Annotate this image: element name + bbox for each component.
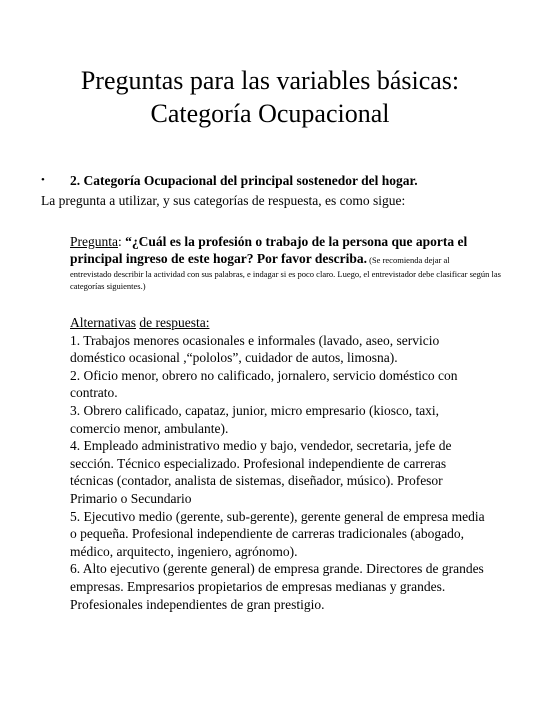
question-block bbox=[70, 233, 510, 292]
alternatives-label-part2: de respuesta: bbox=[139, 315, 210, 330]
section-heading-text: 2. Categoría Ocupacional del principal sostenedor del hogar. bbox=[70, 173, 418, 188]
title-line-1: Preguntas para las variables básicas: bbox=[80, 66, 460, 95]
question-text: “¿Cuál es la profesión o trabajo de la persona que aporta el principal ingreso de este hogar? Por favor describa. bbox=[70, 234, 468, 266]
intro-paragraph: La pregunta a utilizar, y sus categorías de respuesta, es como sigue: bbox=[41, 193, 406, 208]
alternative-item-3: 3. Obrero calificado, capataz, junior, micro empresario (kiosco, taxi, comercio menor, ambulante). bbox=[70, 402, 440, 436]
alternative-item-6: 6. Alto ejecutivo (gerente general) de empresa grande. Directores de grandes empresas. Empresarios propietarios de empresas medianas y grandes. Profesionales independientes de gran prestigio. bbox=[70, 561, 484, 612]
alternative-item-4: 4. Empleado administrativo medio y bajo, vendedor, secretaria, jefe de sección. Técnico especializado. Profesional independiente de carreras técnicas (contador, analista de sistemas, diseñador, músico). Profesor Primario o Secundario bbox=[70, 438, 452, 506]
alternatives-block bbox=[70, 314, 490, 613]
alternatives-heading bbox=[70, 314, 490, 332]
page-title bbox=[20, 64, 520, 130]
alternatives-label-part1: Alternativas bbox=[70, 315, 136, 330]
question-label: Pregunta bbox=[70, 234, 118, 249]
alternative-item-5: 5. Ejecutivo medio (gerente, sub-gerente), gerente general de empresa media o pequeña. Profesional independiente de carreras tradicionales (abogado, médico, arquitecto, ingeniero, agrónomo). bbox=[70, 508, 485, 559]
alternative-item-1: 1. Trabajos menores ocasionales e informales (lavado, aseo, servicio doméstico ocasional ,“pololos”, cuidador de autos, limosna). bbox=[70, 332, 440, 366]
note-open-paren: ( bbox=[366, 255, 372, 265]
bullet-icon: • bbox=[41, 174, 45, 186]
interviewer-note: entrevistado describir la actividad con sus palabras, e indagar si es poco claro. Luego, el entrevistador debe clasificar según las categorías siguientes.) bbox=[70, 269, 501, 291]
note-start: Se recomienda dejar al bbox=[371, 255, 450, 265]
question-colon: : bbox=[118, 234, 126, 249]
title-line-2: Categoría Ocupacional bbox=[150, 99, 390, 128]
alternative-item-2: 2. Oficio menor, obrero no calificado, jornalero, servicio doméstico con contrato. bbox=[70, 367, 458, 401]
